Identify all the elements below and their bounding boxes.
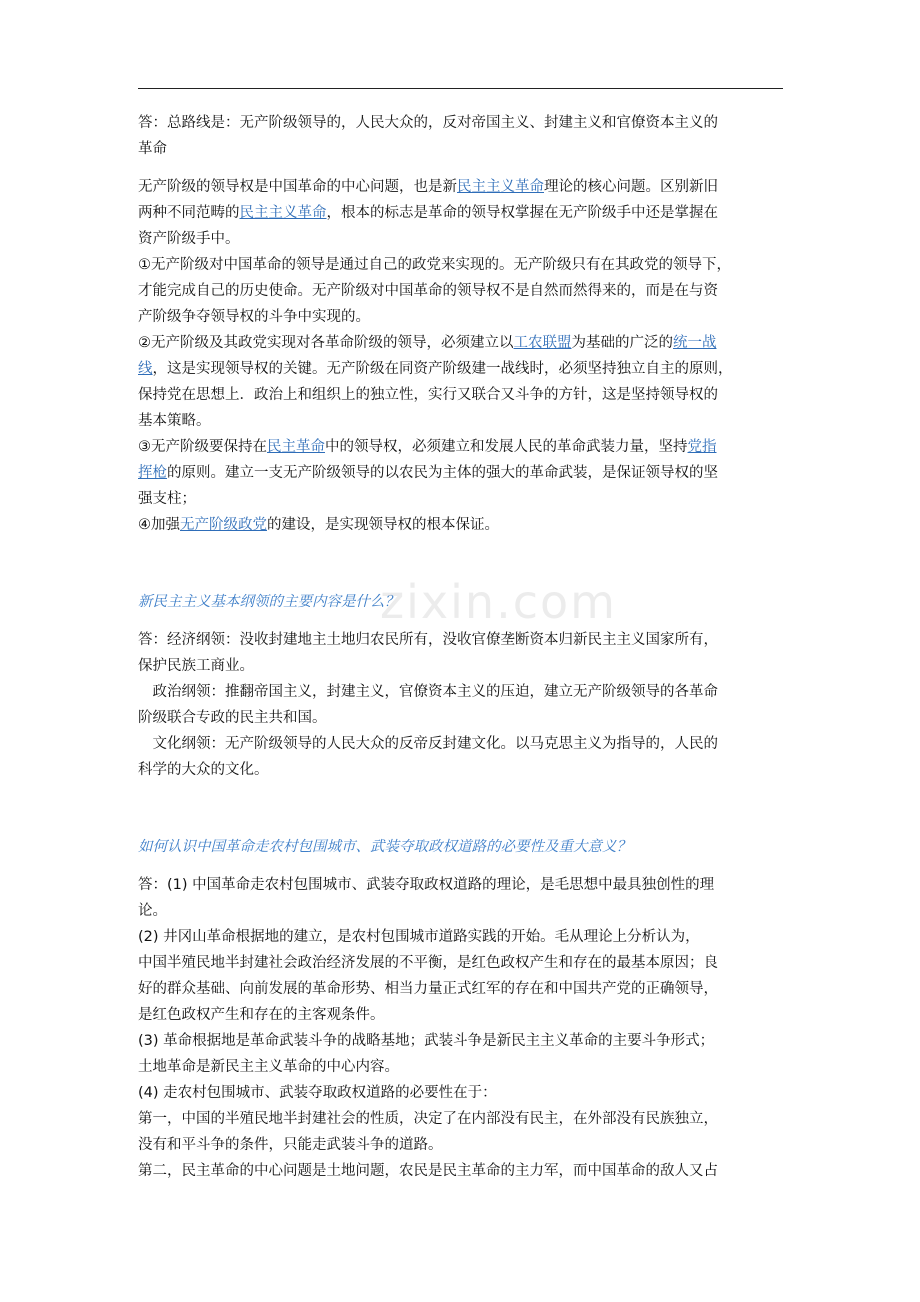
text-span: 理论的核心问题。区别新旧 [544, 179, 718, 195]
text-line [138, 437, 717, 457]
term-link[interactable]: 线 [138, 361, 153, 377]
text-span: ，根本的标志是革命的领导权掌握在无产阶级手中还是掌握在 [326, 205, 718, 221]
text-span: 第一，中国的半殖民地半封建社会的性质，决定了在内部没有民主，在外部没有民族独立， [138, 1111, 718, 1127]
text-span: 土地革命是新民主主义革命的中心内容。 [138, 1059, 399, 1075]
text-span: 两种不同范畴的 [138, 205, 240, 221]
text-span: 阶级联合专政的民主共和国。 [138, 710, 327, 726]
term-link[interactable]: 无产阶级政党 [180, 517, 267, 533]
term-link[interactable]: 工农联盟 [513, 335, 572, 351]
text-line [138, 901, 167, 921]
text-line [138, 515, 499, 535]
text-span: 答：总路线是：无产阶级领导的，人民大众的，反对帝国主义、封建主义和官僚资本主义的 [138, 115, 718, 131]
text-line [138, 281, 718, 301]
text-span: 中的领导权，必须建立和发展人民的革命武装力量，坚持 [325, 439, 688, 455]
text-span: 文化纲领：无产阶级领导的人民大众的反帝反封建文化。以马克思主义为指导的，人民的 [138, 736, 718, 752]
text-line [138, 953, 718, 973]
text-line [138, 734, 718, 754]
text-line [138, 1109, 718, 1129]
text-line [138, 760, 269, 780]
text-span: 新民主主义基本纲领的主要内容是什么？ [138, 594, 399, 610]
text-span: 科学的大众的文化。 [138, 762, 269, 778]
text-line [138, 411, 211, 431]
text-line [138, 255, 731, 275]
text-span: 保护民族工商业。 [138, 658, 254, 674]
text-span: 如何认识中国革命走农村包围城市、武装夺取政权道路的必要性及重大意义？ [138, 839, 631, 855]
text-span: (2) 井冈山革命根据地的建立，是农村包围城市道路实践的开始。毛从理论上分析认为， [138, 929, 700, 945]
watermark: zixin.com [380, 575, 617, 629]
text-line [138, 385, 718, 405]
text-line [138, 1161, 718, 1181]
question-heading [138, 837, 631, 857]
term-link[interactable]: 民主主义革命 [457, 179, 544, 195]
question-heading [138, 592, 399, 612]
text-span: 第二，民主革命的中心问题是土地问题，农民是民主革命的主力军，而中国革命的敌人又占 [138, 1163, 718, 1179]
text-line [138, 113, 718, 133]
text-span: 资产阶级手中。 [138, 231, 240, 247]
text-span: ②无产阶级及其政党实现对各革命阶级的领导，必须建立以 [138, 335, 514, 351]
term-link[interactable]: 统一战 [673, 335, 717, 351]
text-line [138, 927, 700, 947]
term-link[interactable]: 民主主义革命 [239, 205, 327, 221]
text-span: 答：(1) 中国革命走农村包围城市、武装夺取政权道路的理论，是毛思想中最具独创性的理 [138, 877, 715, 893]
text-span: ④加强 [138, 517, 180, 533]
text-span: 的建设，是实现领导权的根本保证。 [267, 517, 499, 533]
text-span: 强支柱； [138, 491, 196, 507]
text-line [138, 489, 196, 509]
term-link[interactable]: 挥枪 [138, 465, 167, 481]
text-line [138, 229, 240, 249]
text-line [138, 656, 254, 676]
text-span: 政治纲领：推翻帝国主义，封建主义，官僚资本主义的压迫，建立无产阶级领导的各革命 [138, 684, 718, 700]
text-line [138, 875, 714, 895]
text-span: 基本策略。 [138, 413, 211, 429]
text-span: ，这是实现领导权的关键。无产阶级在同资产阶级建一战线时，必须坚持独立自主的原则， [152, 361, 733, 377]
text-span: 是红色政权产生和存在的主客观条件。 [138, 1007, 385, 1023]
text-line [138, 1005, 385, 1025]
text-span: 论。 [138, 903, 167, 919]
header-rule [138, 88, 783, 89]
text-span: 答：经济纲领：没收封建地主土地归农民所有，没收官僚垄断资本归新民主主义国家所有， [138, 632, 718, 648]
text-span: 产阶级争夺领导权的斗争中实现的。 [138, 309, 370, 325]
text-line [138, 979, 718, 999]
text-span: 为基础的广泛的 [571, 335, 673, 351]
term-link[interactable]: 民主革命 [267, 439, 325, 455]
text-line [138, 177, 718, 197]
text-span: 的原则。建立一支无产阶级领导的以农民为主体的强大的革命武装，是保证领导权的坚 [167, 465, 718, 481]
text-line [138, 1031, 714, 1051]
text-line [138, 1057, 399, 1077]
text-span: 保持党在思想上．政治上和组织上的独立性，实行又联合又斗争的方针，这是坚持领导权的 [138, 387, 718, 403]
text-span: 中国半殖民地半封建社会政治经济发展的不平衡，是红色政权产生和存在的最基本原因；良 [138, 955, 718, 971]
text-line [138, 463, 718, 483]
text-span: ①无产阶级对中国革命的领导是通过自己的政党来实现的。无产阶级只有在其政党的领导下， [138, 257, 731, 273]
text-span: ③无产阶级要保持在 [138, 439, 267, 455]
text-span: 革命 [138, 141, 167, 157]
text-line [138, 203, 718, 223]
text-line [138, 333, 717, 353]
text-span: 没有和平斗争的条件，只能走武装斗争的道路。 [138, 1137, 443, 1153]
text-span: 好的群众基础、向前发展的革命形势、相当力量正式红军的存在和中国共产党的正确领导， [138, 981, 718, 997]
text-line [138, 630, 718, 650]
text-line [138, 1083, 497, 1103]
text-line [138, 359, 733, 379]
term-link[interactable]: 党指 [687, 439, 717, 455]
text-span: (4) 走农村包围城市、武装夺取政权道路的必要性在于： [138, 1085, 497, 1101]
text-span: 无产阶级的领导权是中国革命的中心问题，也是新 [138, 179, 457, 195]
text-line [138, 682, 718, 702]
text-line [138, 708, 327, 728]
text-span: (3) 革命根据地是革命武装斗争的战略基地；武装斗争是新民主主义革命的主要斗争形式； [138, 1033, 715, 1049]
text-line [138, 307, 370, 327]
text-line [138, 1135, 443, 1155]
text-line [138, 139, 167, 159]
text-span: 才能完成自己的历史使命。无产阶级对中国革命的领导权不是自然而然得来的，而是在与资 [138, 283, 718, 299]
